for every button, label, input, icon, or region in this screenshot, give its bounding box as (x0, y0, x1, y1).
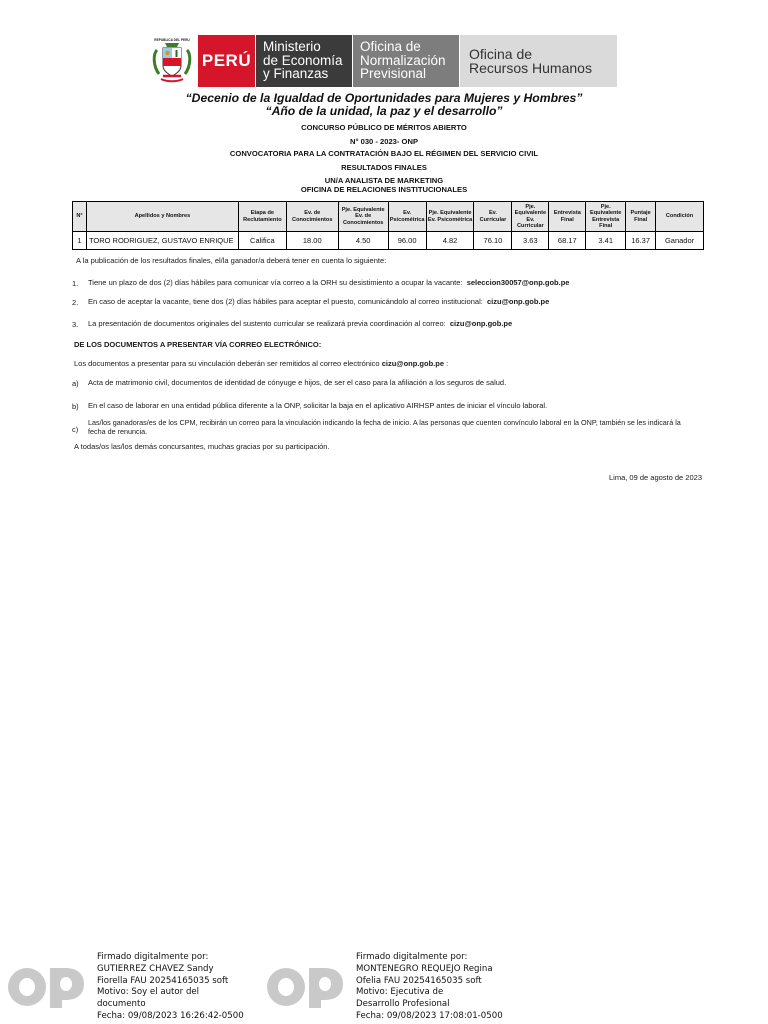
signature-text: Firmado digitalmente por: MONTENEGRO REQUEJO Regina Ofelia FAU 20254165035 soft Motivo: Ejecutiva de Desarrollo Profesional Fecha: 09/08/2023 17:08:01-0500 (356, 952, 503, 1021)
resultados-title: RESULTADOS FINALES (341, 163, 427, 172)
col-header: Ev. Psicométrica (388, 202, 426, 232)
table-cell: 16.37 (626, 232, 656, 250)
item-number: 2. (72, 298, 79, 307)
email-link[interactable]: cizu@onp.gob.pe (449, 319, 513, 328)
table-cell: 3.63 (512, 232, 549, 250)
item-letter: a) (72, 379, 79, 388)
table-cell: 4.82 (426, 232, 474, 250)
concurso-title: CONCURSO PÚBLICO DE MÉRITOS ABIERTO (301, 123, 467, 132)
item-letter: b) (72, 402, 79, 411)
table-cell: 3.41 (586, 232, 626, 250)
email-link[interactable]: cizu@onp.gob.pe (487, 297, 550, 306)
puesto-title: UN/A ANALISTA DE MARKETING (324, 176, 444, 185)
results-table (72, 201, 704, 250)
list-item: En el caso de laborar en una entidad pública diferente a la ONP, solicitar la baja en el aplicativo AIRHSP antes de iniciar el vínculo laboral. (88, 401, 548, 410)
numero-title: N° 030 - 2023- ONP (349, 137, 419, 146)
table-row (73, 232, 704, 250)
table-cell: 96.00 (388, 232, 426, 250)
table-cell: 18.00 (286, 232, 338, 250)
col-header: Condición (656, 202, 704, 232)
decenio-line-2: “Año de la unidad, la paz y el desarrollo” (265, 103, 503, 118)
col-header: Apellidos y Nombres (86, 202, 238, 232)
col-header: Etapa de Reclutamiento (238, 202, 286, 232)
col-header: Pje. Equivalente Ev. Psicométrica (426, 202, 474, 232)
table-header-row (73, 202, 704, 232)
orh-logo: Oficina de Recursos Humanos (459, 35, 617, 87)
item-number: 3. (72, 320, 79, 329)
col-header: Pje. Equivalente Ev. de Conocimientos (338, 202, 388, 232)
col-header: Ev. de Conocimientos (286, 202, 338, 232)
intro-text: A la publicación de los resultados finales, el/la ganador/a deberá tener en cuenta lo siguiente: (76, 256, 387, 265)
docs-heading: DE LOS DOCUMENTOS A PRESENTAR VÍA CORREO ELECTRÓNICO: (74, 340, 322, 349)
oficina-title: OFICINA DE RELACIONES INSTITUCIONALES (300, 185, 468, 194)
col-header: Puntaje Final (626, 202, 656, 232)
col-header: Pje. Equivalente Entrevista Final (586, 202, 626, 232)
email-link[interactable]: cizu@onp.gob.pe (381, 359, 444, 368)
email-link[interactable]: seleccion30057@onp.gob.pe (466, 278, 570, 287)
peru-logo: PERÚ (198, 35, 255, 87)
onp-logo: Oficina de Normalización Previsional (352, 35, 459, 87)
col-header: Ev. Curricular (474, 202, 512, 232)
table-cell: TORO RODRIGUEZ, GUSTAVO ENRIQUE (86, 232, 238, 250)
coat-of-arms-icon (146, 35, 198, 87)
col-header: Pje. Equivalente Ev. Curricular (512, 202, 549, 232)
item-number: 1. (72, 279, 79, 288)
table-cell: 68.17 (549, 232, 586, 250)
list-item: En caso de aceptar la vacante, tiene dos (2) días hábiles para aceptar el puesto, comunicándolo al correo institucional: cizu@onp.gob.pe (88, 297, 550, 306)
signature-text: Firmado digitalmente por: GUTIERREZ CHAVEZ Sandy Fiorella FAU 20254165035 soft Motivo: Soy el autor del documento Fecha: 09/08/2023 16:26:42-0500 (97, 952, 244, 1021)
docs-intro: Los documentos a presentar para su vinculación deberán ser remitidos al correo electrónico cizu@onp.gob.pe : (74, 359, 449, 368)
header-banner (146, 35, 617, 87)
document-date: Lima, 09 de agosto de 2023 (609, 473, 702, 482)
onp-watermark-logo (6, 962, 86, 1012)
col-header: Entrevista Final (549, 202, 586, 232)
table-cell: 76.10 (474, 232, 512, 250)
list-item: Acta de matrimonio civil, documentos de identidad de cónyuge e hijos, de ser el caso para la afiliación a los seguros de salud. (88, 378, 507, 387)
decenio-heading (0, 92, 768, 117)
table-cell: 1 (73, 232, 87, 250)
convocatoria-title: CONVOCATORIA PARA LA CONTRATACIÓN BAJO EL RÉGIMEN DEL SERVICIO CIVIL (229, 149, 539, 158)
item-letter: c) (72, 425, 79, 434)
list-item: Tiene un plazo de dos (2) días hábiles para comunicar vía correo a la ORH su desistimiento a ocupar la vacante: seleccion30057@onp.gob.pe (88, 278, 570, 287)
table-cell: Ganador (656, 232, 704, 250)
decenio-line-1: “Decenio de la Igualdad de Oportunidades para Mujeres y Hombres” (185, 91, 583, 105)
ministerio-logo: Ministerio de Economía y Finanzas (255, 35, 352, 87)
table-cell: 4.50 (338, 232, 388, 250)
table-cell: Califica (238, 232, 286, 250)
onp-watermark-logo (265, 962, 345, 1012)
list-item: La presentación de documentos originales del sustento curricular se realizará previa coordinación al correo: cizu@onp.gob.pe (88, 319, 513, 328)
emblem-text: REPUBLICA DEL PERU (154, 38, 190, 42)
col-header: N° (73, 202, 87, 232)
list-item: Las/los ganadoras/es de los CPM, recibirán un correo para la vinculación indicando la fecha de inicio. A las personas que cuenten convínculo laboral en la ONP, también se les indicará la fecha de renuncia. (88, 418, 681, 436)
thanks-text: A todas/os las/los demás concursantes, muchas gracias por su participación. (74, 442, 330, 451)
